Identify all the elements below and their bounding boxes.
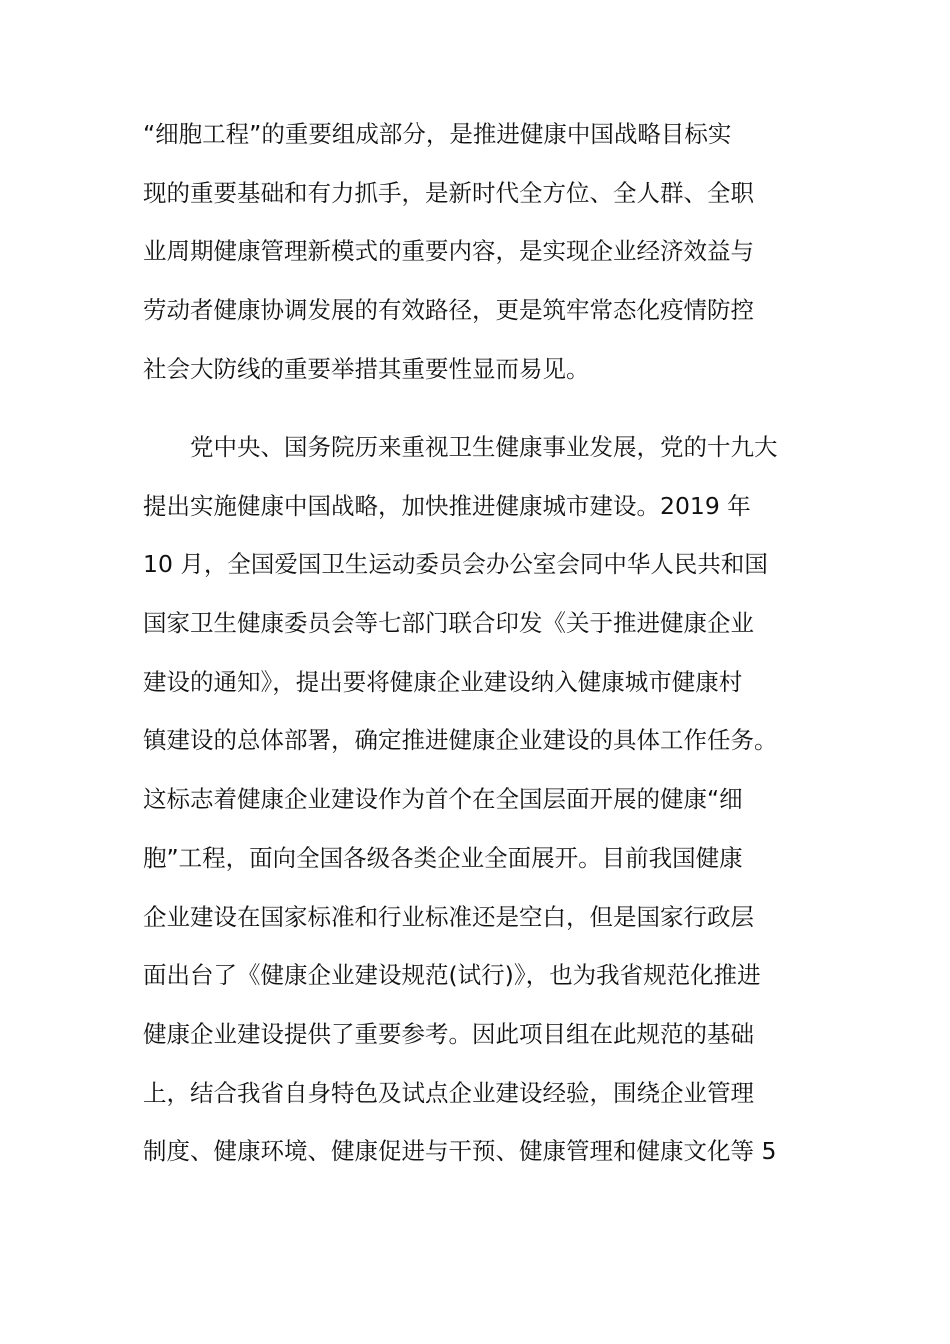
- text-line: 镇建设的总体部署，确定推进健康企业建设的具体工作任务。: [143, 726, 778, 755]
- text-line: 胞”工程，面向全国各级各类企业全面展开。目前我国健康: [143, 843, 743, 872]
- paragraph-continuation: [143, 114, 843, 407]
- text-line: 现的重要基础和有力抓手，是新时代全方位、全人群、全职: [143, 178, 754, 207]
- text-line: 党中央、国务院历来重视卫生健康事业发展，党的十九大: [190, 433, 778, 461]
- text-line: 国家卫生健康委员会等七部门联合印发《关于推进健康企业: [143, 609, 754, 638]
- text-line: 健康企业建设提供了重要参考。因此项目组在此规范的基础: [143, 1019, 754, 1048]
- text-line: 面出台了《健康企业建设规范(试行)》，也为我省规范化推进: [143, 961, 761, 990]
- text-line: 提出实施健康中国战略，加快推进健康城市建设。2019 年: [143, 491, 751, 520]
- text-line: 劳动者健康协调发展的有效路径，更是筑牢常态化疫情防控: [143, 296, 754, 325]
- text-line: “细胞工程”的重要组成部分，是推进健康中国战略目标实: [143, 120, 732, 148]
- paragraph-policy-background: [143, 427, 843, 1190]
- text-line: 社会大防线的重要举措其重要性显而易见。: [143, 354, 590, 383]
- text-line: 企业建设在国家标准和行业标准还是空白，但是国家行政层: [143, 902, 754, 931]
- text-line: 这标志着健康企业建设作为首个在全国层面开展的健康“细: [143, 785, 743, 814]
- text-line: 建设的通知》，提出要将健康企业建设纳入健康城市健康村: [143, 667, 743, 696]
- text-line: 10 月，全国爱国卫生运动委员会办公室会同中华人民共和国: [143, 550, 768, 579]
- text-line: 上，结合我省自身特色及试点企业建设经验，围绕企业管理: [143, 1078, 754, 1107]
- text-line: 业周期健康管理新模式的重要内容，是实现企业经济效益与: [143, 237, 754, 266]
- text-line: 制度、健康环境、健康促进与干预、健康管理和健康文化等 5: [143, 1137, 777, 1166]
